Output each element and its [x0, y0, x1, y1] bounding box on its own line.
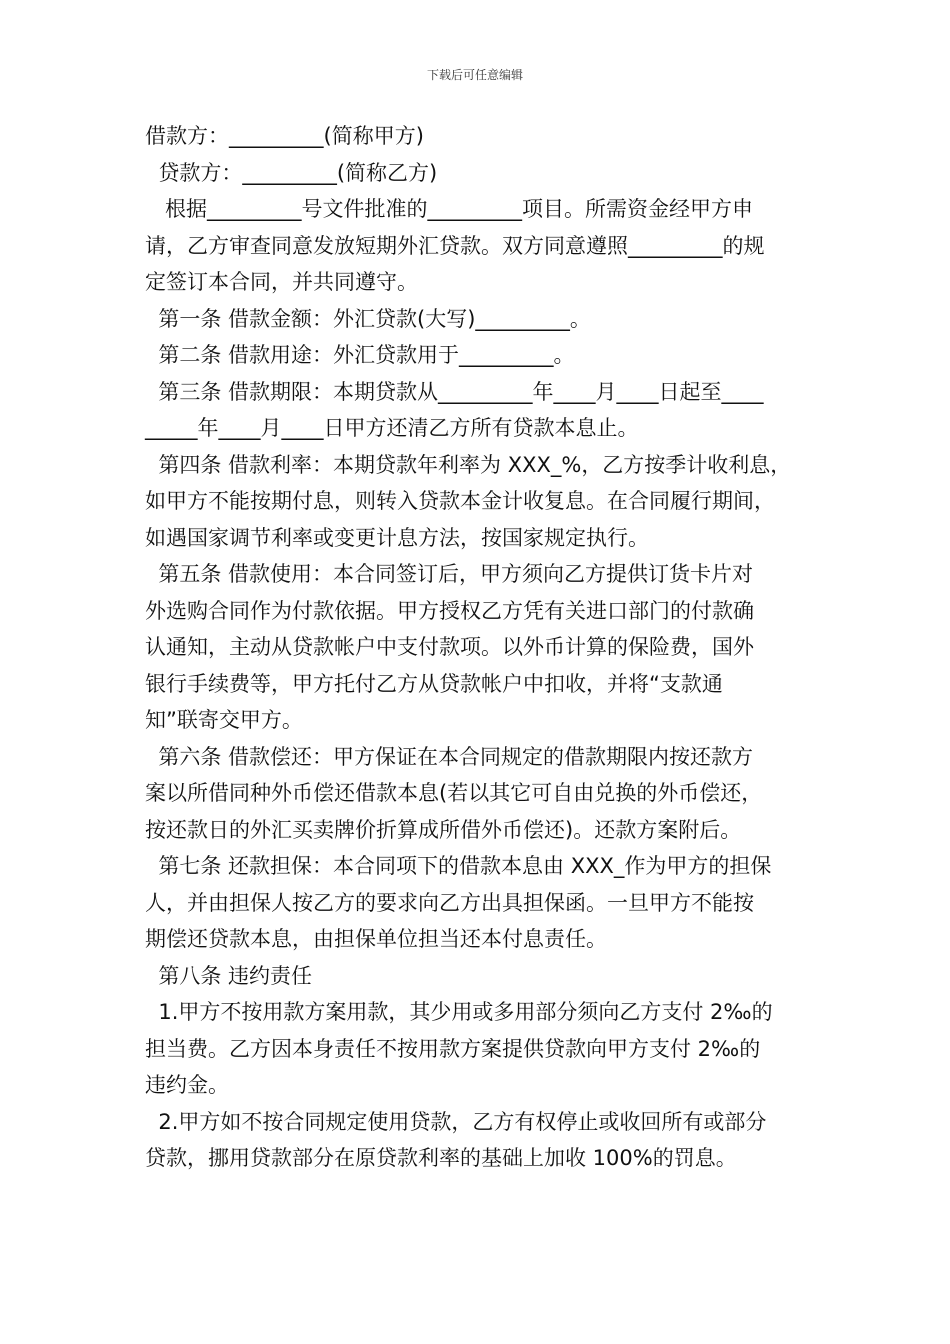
text-line: 第二条 借款用途：外汇贷款用于_________。: [145, 343, 575, 367]
text-line: 请，乙方审查同意发放短期外汇贷款。双方同意遵照_________的规: [145, 233, 765, 258]
text-line: 知”联寄交甲方。: [145, 708, 303, 732]
text-line: 1.甲方不按用款方案用款，其少用或多用部分须向乙方支付 2‰的: [145, 1000, 773, 1024]
text-line: 如遇国家调节利率或变更计息方法，按国家规定执行。: [145, 525, 649, 550]
text-line: 第三条 借款期限：本期贷款从_________年____月____日起至____: [145, 379, 764, 404]
text-line: 外选购合同作为付款依据。甲方授权乙方凭有关进口部门的付款确: [145, 598, 754, 623]
text-line: 第六条 借款偿还：甲方保证在本合同规定的借款期限内按还款方: [145, 744, 754, 769]
text-line: 第四条 借款利率：本期贷款年利率为 XXX_%，乙方按季计收利息，: [145, 452, 792, 477]
text-line: 担当费。乙方因本身责任不按用款方案提供贷款向甲方支付 2‰的: [145, 1036, 761, 1061]
page-header-note: 下载后可任意编辑: [426, 68, 523, 82]
text-line: 2.甲方如不按合同规定使用贷款，乙方有权停止或收回所有或部分: [145, 1109, 767, 1134]
text-line: 第五条 借款使用：本合同签订后，甲方须向乙方提供订货卡片对: [145, 562, 754, 586]
text-line: 银行手续费等，甲方托付乙方从贷款帐户中扣收，并将“支款通: [145, 671, 723, 696]
text-line: 根据_________号文件批准的_________项目。所需资金经甲方申: [145, 197, 754, 221]
text-line: 认通知，主动从贷款帐户中支付款项。以外币计算的保险费，国外: [145, 635, 754, 659]
text-line: 按还款日的外汇买卖牌价折算成所借外币偿还)。还款方案附后。: [145, 817, 742, 842]
text-line: 如甲方不能按期付息，则转入贷款本金计收复息。在合同履行期间，: [145, 489, 775, 513]
text-line: 案以所借同种外币偿还借款本息(若以其它可自由兑换的外币偿还，: [145, 781, 763, 805]
text-line: 贷款方：_________(简称乙方): [145, 160, 438, 185]
text-line: 人，并由担保人按乙方的要求向乙方出具担保函。一旦甲方不能按: [145, 890, 754, 915]
text-line: 期偿还贷款本息，由担保单位担当还本付息责任。: [145, 927, 607, 951]
text-line: 借款方：_________(简称甲方): [145, 124, 424, 148]
text-line: _____年____月____日甲方还清乙方所有贷款本息止。: [145, 416, 639, 440]
text-line: 贷款，挪用贷款部分在原贷款利率的基础上加收 100%的罚息。: [145, 1146, 737, 1170]
contract-body: [145, 118, 817, 1177]
text-line: 第七条 还款担保：本合同项下的借款本息由 XXX_作为甲方的担保: [145, 854, 772, 878]
text-line: 定签订本合同，并共同遵守。: [145, 270, 418, 294]
text-line: 违约金。: [145, 1073, 229, 1097]
text-line: 第一条 借款金额：外汇贷款(大写)_________。: [145, 306, 591, 331]
text-line: 第八条 违约责任: [145, 963, 313, 988]
